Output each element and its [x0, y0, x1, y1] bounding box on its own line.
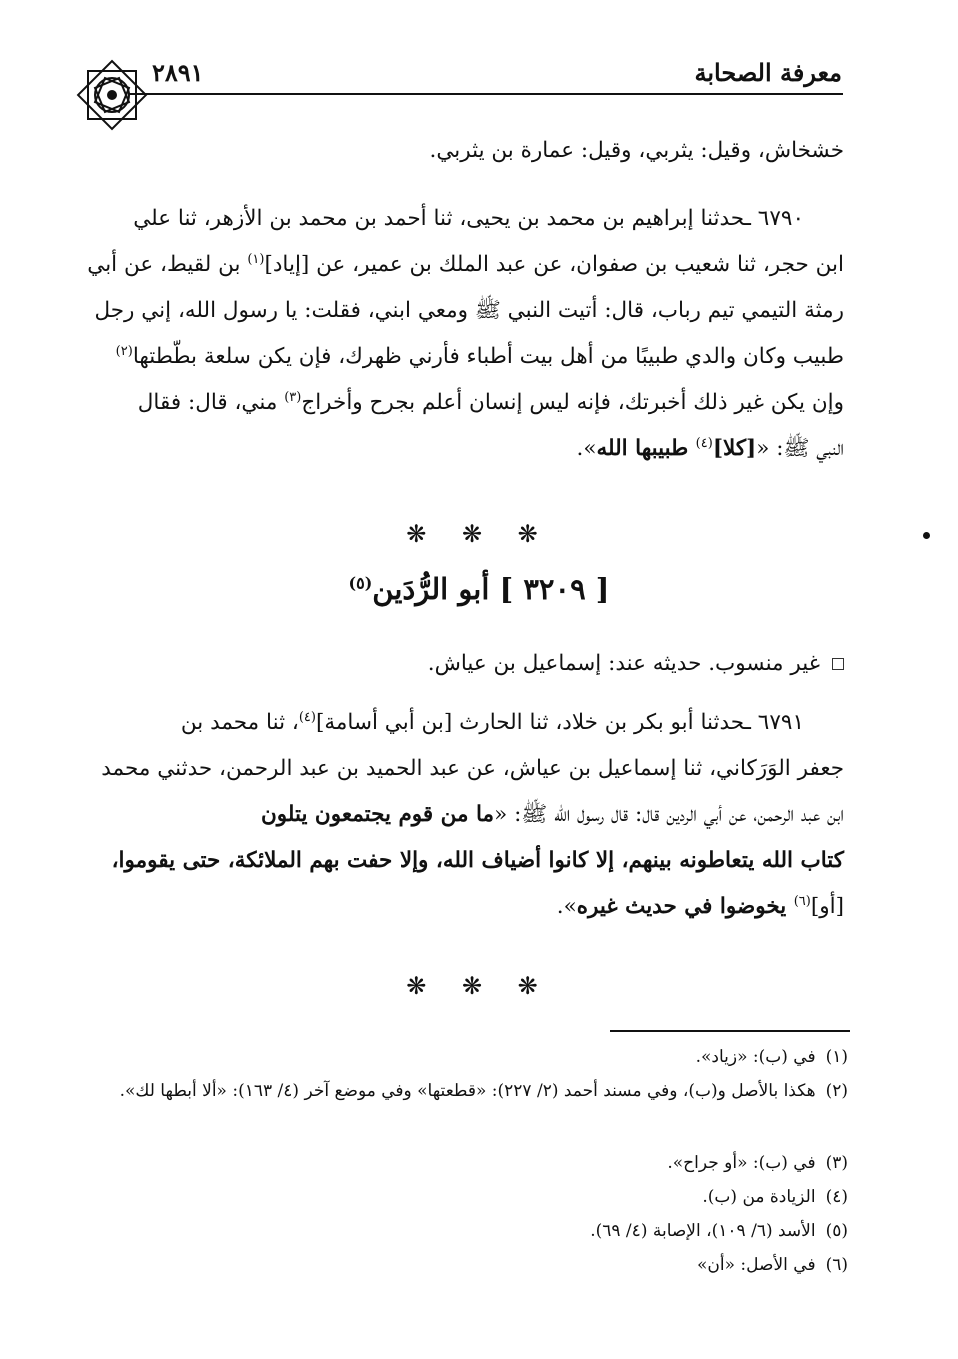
footnote-number: (٦): [825, 1255, 848, 1275]
footnote-number: (٣): [825, 1153, 848, 1173]
hadith-6790-line-2: [79, 242, 844, 288]
footnote-ref[interactable]: (٢): [115, 343, 133, 359]
footnote-text: في (ب): «أو جراح».: [667, 1153, 816, 1173]
footnote-item: [78, 1214, 848, 1248]
hadith-6791-line-3: [79, 792, 844, 838]
footnote-item: [78, 1040, 848, 1074]
intro-paragraph: [79, 128, 844, 174]
footnote-number: (٤): [825, 1187, 848, 1207]
hadith-6790: [79, 196, 844, 472]
footnote-ref[interactable]: (٥): [348, 573, 373, 593]
hadith-6790-line-5: [79, 380, 844, 426]
section-title: [0, 572, 958, 606]
hadith-quote: [كلا]: [712, 436, 757, 461]
hadith-quote: كتاب الله يتعاطونه بينهم، إلا كانوا أضياف الله، وإلا حفت بهم الملائكة، حتى يقوموا،: [111, 848, 844, 873]
hadith-quote: يخوضوا في حديث غيره: [576, 894, 794, 919]
footnote-text: في الأصل: «أن»: [697, 1255, 816, 1275]
footnote-number: (٢): [825, 1081, 848, 1101]
hadith-text: طبيب وكان والدي طبيبًا من أهل بيت أطباء فأرني ظهرك، فإن يكن سلعة بطّطتها: [132, 344, 844, 369]
footnote-text: الزيادة من (ب).: [702, 1187, 816, 1207]
section-separator: ❋ ❋ ❋: [406, 520, 552, 548]
footnote-item: [78, 1074, 848, 1108]
footnote-rule: [610, 1030, 850, 1032]
square-bullet-icon: [832, 658, 844, 670]
hadith-number: ٦٧٩٠: [757, 206, 804, 231]
hadith-text: حدثنا أبو بكر بن خلاد، ثنا الحارث [بن أبي أسامة]: [315, 710, 745, 735]
running-header-title: معرفة الصحابة: [694, 58, 842, 87]
hadith-text: [أو]: [810, 894, 844, 919]
hadith-text: ابن حجر، ثنا شعيب بن صفوان، عن عبد الملك بن عمير، عن [إياد]: [264, 252, 844, 277]
hadith-6791: [79, 700, 844, 930]
footnote-number: (١): [825, 1047, 848, 1067]
hadith-text: ».: [556, 894, 577, 919]
section-note: [79, 644, 844, 684]
hadith-text: وإن يكن غير ذلك أخبرتك، فإنه ليس إنسان أعلم بجرح وأخراج: [301, 390, 844, 415]
footnote-number: (٥): [825, 1221, 848, 1241]
hadith-quote: طبيبها الله: [596, 436, 696, 461]
hadith-text: ، ثنا محمد بن: [180, 710, 299, 735]
footnote-item: [78, 1248, 848, 1282]
hadith-text: حدثنا إبراهيم بن محمد بن يحيى، ثنا أحمد بن محمد بن الأزهر، ثنا علي: [133, 206, 745, 231]
hadith-6791-line-4: [79, 838, 844, 884]
footnote-item: [78, 1146, 848, 1180]
hadith-text: النبي ﷺ: «: [756, 436, 844, 461]
footnote-item: [78, 1180, 848, 1214]
footnote-ref[interactable]: (٤): [298, 709, 316, 725]
hadith-number: ٦٧٩١: [757, 710, 804, 735]
page-number: ٢٨٩١: [152, 58, 204, 87]
hadith-6790-line-3: رمثة التيمي تيم رباب، قال: أتيت النبي ﷺ ومعي ابني، فقلت: يا رسول الله، إني رجل: [94, 298, 844, 323]
hadith-text: ».: [576, 436, 597, 461]
octagram-ornament-icon: [72, 55, 152, 135]
footnote-ref[interactable]: (٣): [284, 389, 302, 405]
intro-line: خشخاش، وقيل: يثربي، وقيل: عمارة بن يثربي.: [429, 138, 844, 163]
footnote-text: في (ب): «زياد».: [695, 1047, 816, 1067]
hadith-6790-line-1: ٦٧٩٠ ـحدثنا إبراهيم بن محمد بن يحيى، ثنا أحمد بن محمد بن الأزهر، ثنا علي: [133, 206, 804, 231]
hadith-6791-line-5: [79, 884, 844, 930]
hadith-6790-line-6: [79, 426, 844, 472]
section-heading-text: [ ٣٢٠٩ ] أبو الرُّدَين: [372, 572, 610, 606]
hadith-text: ابن عبد الرحمن، عن أبي الردين قال: قال رسول الله ﷺ: «: [494, 802, 844, 827]
hadith-6791-line-1: ٦٧٩١ ـحدثنا أبو بكر بن خلاد، ثنا الحارث [بن أبي أسامة]$^{(٤)}$، ثنا محمد بن: [180, 709, 804, 735]
footnote-text: هكذا بالأصل و(ب)، وفي مسند أحمد (٢/ ٢٢٧): «قطعتها» وفي موضع آخر (٤/ ١٦٣): «ألا أبطها لك».: [119, 1081, 816, 1101]
section-note-text: غير منسوب. حديثه عند: إسماعيل بن عياش.: [427, 651, 820, 676]
hadith-quote: ما من قوم يجتمعون يتلون: [260, 802, 495, 827]
section-separator: ❋ ❋ ❋: [406, 972, 552, 1000]
hadith-6791-line-2: جعفر الوَرَكاني، ثنا إسماعيل بن عياش، عن عبد الحميد بن عبد الرحمن، حدثني محمد: [101, 756, 844, 781]
footnote-ref[interactable]: (١): [247, 251, 265, 267]
hadith-6790-line-4: [79, 334, 844, 380]
footnote-text: الأسد (٦/ ١٠٩)، الإصابة (٤/ ٦٩).: [590, 1221, 816, 1241]
footnote-ref[interactable]: (٤): [695, 435, 713, 451]
hadith-text: مني، قال: فقال: [137, 390, 285, 415]
hadith-text: بن لقيط، عن أبي: [87, 252, 248, 277]
footnote-ref[interactable]: (٦): [793, 893, 811, 909]
header-rule: [128, 93, 843, 95]
